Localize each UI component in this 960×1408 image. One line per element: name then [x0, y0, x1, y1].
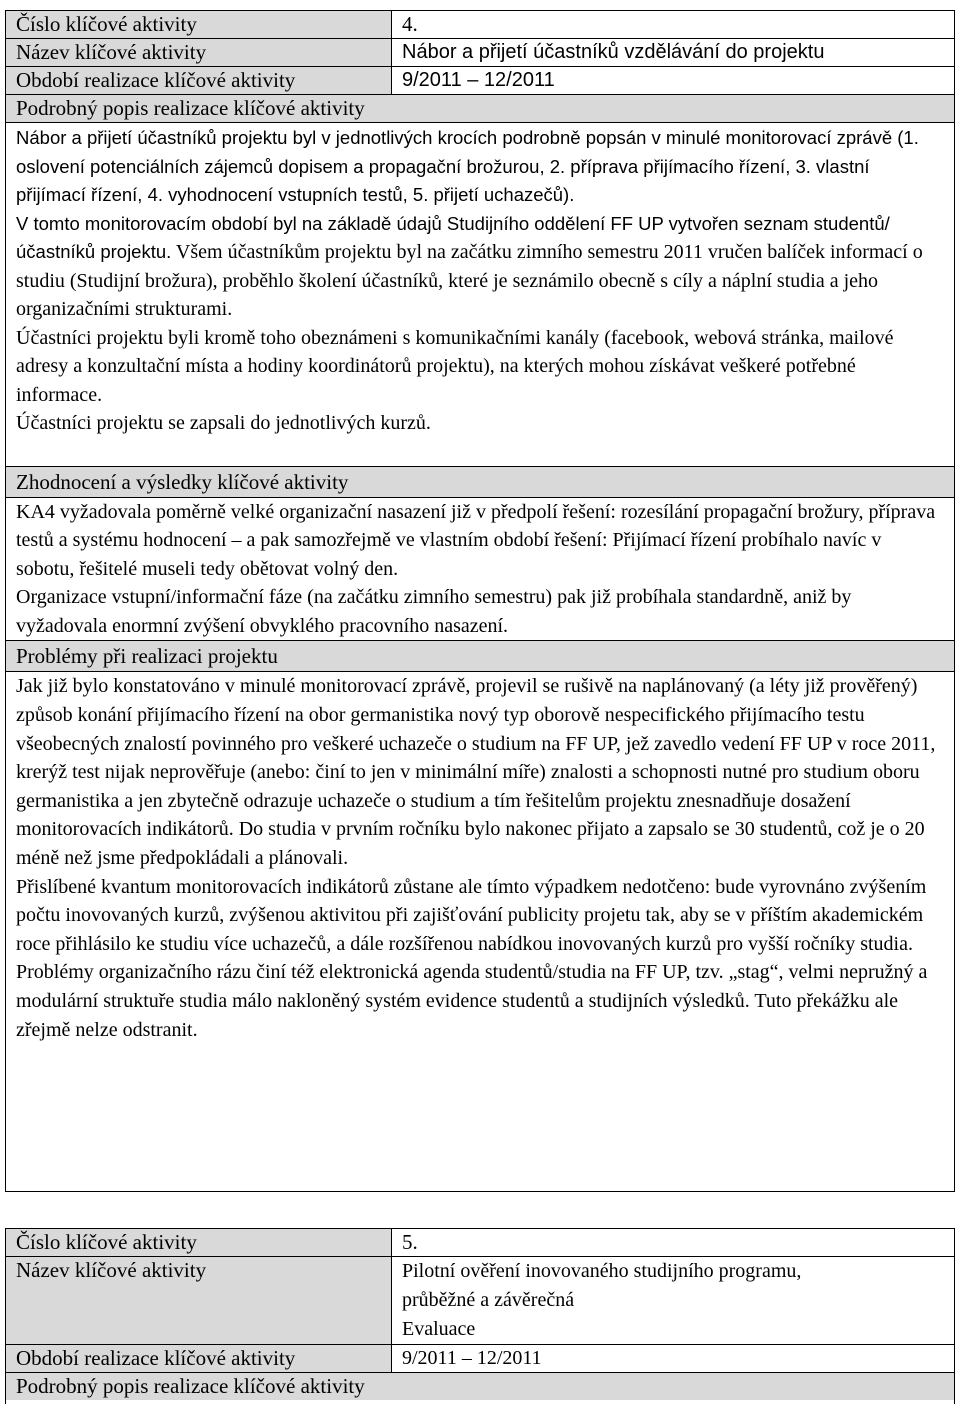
- ka4-obdobi-value: 9/2011 – 12/2011: [402, 69, 555, 91]
- ka4-popis-label: Podrobný popis realizace klíčové aktivity: [6, 95, 954, 122]
- ka4-problemy-p3: Problémy organizačního rázu činí též elektronická agenda studentů/studia na FF UP, tzv. „stag“, velmi nepružný a modulární struktuře studia málo nakloněný systém evidence studentů a studijních výsledků. Tuto překážku ale zřejmě nelze odstranit.: [16, 961, 928, 1041]
- ka4-popis-p2b: Všem účastníkům projektu byl na začátku zimního semestru 2011 vručen balíček informací o studiu (Studijní brožura), proběhlo školení účastníků, které je seznámilo obecně s cíly a náplní studia a jeho organizačními strukturami.: [16, 241, 923, 320]
- ka5-row-obdobi: [6, 1344, 954, 1372]
- ka4-zhodnoceni-p2: Organizace vstupní/informační fáze (na začátku zimního semestru) pak již probíhala standardně, aniž by vyžadovala enormní zvýšení obvyklého pracovního nasazení.: [16, 586, 852, 637]
- ka4-row-cislo: [6, 11, 954, 38]
- ka4-spacer: [6, 438, 954, 466]
- ka4-obdobi-label: Období realizace klíčové aktivity: [6, 67, 392, 94]
- ka5-nazev-line1: Pilotní ověření inovovaného studijního programu,: [402, 1260, 802, 1282]
- ka4-popis-p4: Účastníci projektu se zapsali do jednotlivých kurzů.: [16, 412, 431, 434]
- ka5-nazev-line3: Evaluace: [402, 1318, 476, 1340]
- ka4-popis-p2-wrap: [16, 210, 944, 324]
- ka4-popis-p1: Nábor a přijetí účastníků projektu byl v jednotlivých krocích podrobně popsán v minulé monitorovací zprávě (1. oslovení potenciálních zájemců dopisem a propagační brožurou, 2. příprava přijímacího řízení, 3. vlastní přijímací řízení, 4. vyhodnocení vstupních testů, 5. přijetí uchazečů).: [16, 127, 919, 205]
- ka4-problemy-label: Problémy při realizaci projektu: [6, 640, 954, 672]
- ka4-popis-p2: V tomto monitorovacím období byl na základě údajů Studijního oddělení FF UP vytvořen seznam studentů/účastníků projektu.: [16, 212, 890, 262]
- ka4-zhodnoceni-p1: KA4 vyžadovala poměrně velké organizační nasazení již v předpolí řešení: rozesílání propagační brožury, příprava testů a systému hodnocení – a pak samozřejmě ve vlastním období řešení: Přijímací řízení probíhalo navíc v sobotu, řešitelé museli tedy obětovat volný den.: [16, 500, 936, 580]
- ka4-nazev-value: Nábor a přijetí účastníků vzdělávání do projektu: [402, 41, 825, 63]
- ka5-block: [5, 1228, 955, 1404]
- ka5-row-cislo: [6, 1229, 954, 1256]
- ka4-zhodnoceni-body: [6, 498, 954, 641]
- ka4-row-nazev: [6, 38, 954, 66]
- ka4-problemy-p2: Přislíbené kvantum monitorovacích indikátorů zůstane ale tímto výpadkem nedotčeno: bude vyrovnáno zvýšením počtu inovovaných kurzů, zvýšenou aktivitou při zajišťování publicity projetu tak, aby se v příštím akademickém roce přihlásilo ke studiu více uchazečů, a dále rozšířenou nabídkou inovovaných kurzů pro vyšší ročníky studia.: [16, 875, 927, 955]
- ka5-cislo-value: 5.: [402, 1230, 418, 1254]
- ka4-row-obdobi: [6, 66, 954, 94]
- ka5-obdobi-value: 9/2011 – 12/2011: [402, 1347, 542, 1369]
- ka5-cislo-label: Číslo klíčové aktivity: [6, 1229, 392, 1256]
- ka4-popis-body: [6, 122, 954, 438]
- ka5-nazev-value: [392, 1257, 954, 1344]
- ka4-nazev-label: Název klíčové aktivity: [6, 39, 392, 66]
- ka4-zhodnoceni-label: Zhodnocení a výsledky klíčové aktivity: [6, 466, 954, 498]
- ka4-block: [5, 10, 955, 1192]
- ka5-nazev-line2: průběžné a závěrečná: [402, 1289, 575, 1311]
- ka5-nazev-label: Název klíčové aktivity: [6, 1257, 392, 1344]
- ka4-problemy-body: [6, 672, 954, 1044]
- ka5-row-nazev: [6, 1256, 954, 1344]
- ka5-popis-label: Podrobný popis realizace klíčové aktivity: [6, 1373, 954, 1400]
- ka4-popis-p3: Účastníci projektu byli kromě toho obeznámeni s komunikačními kanály (facebook, webová stránka, mailové adresy a konzultační místa a hodiny koordinátorů projektu), na kterých mohou získávat veškeré potřebné informace.: [16, 326, 894, 406]
- ka4-popis-text: [6, 123, 954, 438]
- ka4-cislo-label: Číslo klíčové aktivity: [6, 11, 392, 38]
- ka5-obdobi-label: Období realizace klíčové aktivity: [6, 1345, 392, 1372]
- ka5-row-popis-label: [6, 1372, 954, 1400]
- ka4-row-popis-label: [6, 94, 954, 122]
- ka4-cislo-value: 4.: [402, 12, 418, 36]
- ka4-problemy-p1: Jak již bylo konstatováno v minulé monitorovací zprávě, projevil se rušivě na naplánovaný (a léty již prověřený) způsob konání přijímacího řízení na obor germanistika nový typ oborově nespecifického přijímacího testu všeobecných znalostí povinného pro veškeré uchazeče o studium na FF UP, jež zavedlo vedení FF UP v roce 2011, krerýž test nijak neprověřuje (anebo: činí to jen v minimální míře) znalosti a schopnosti nutné pro studium oboru germanistika a jen zbytečně odrazuje uchazeče o studium a tím řešitelům projektu znesnadňuje dosažení monitorovacích indikátorů. Do studia v prvním ročníku bylo nakonec přijato a zapsalo se 30 studentů, což je o 20 méně než jsme předpokládali a plánovali.: [16, 675, 936, 870]
